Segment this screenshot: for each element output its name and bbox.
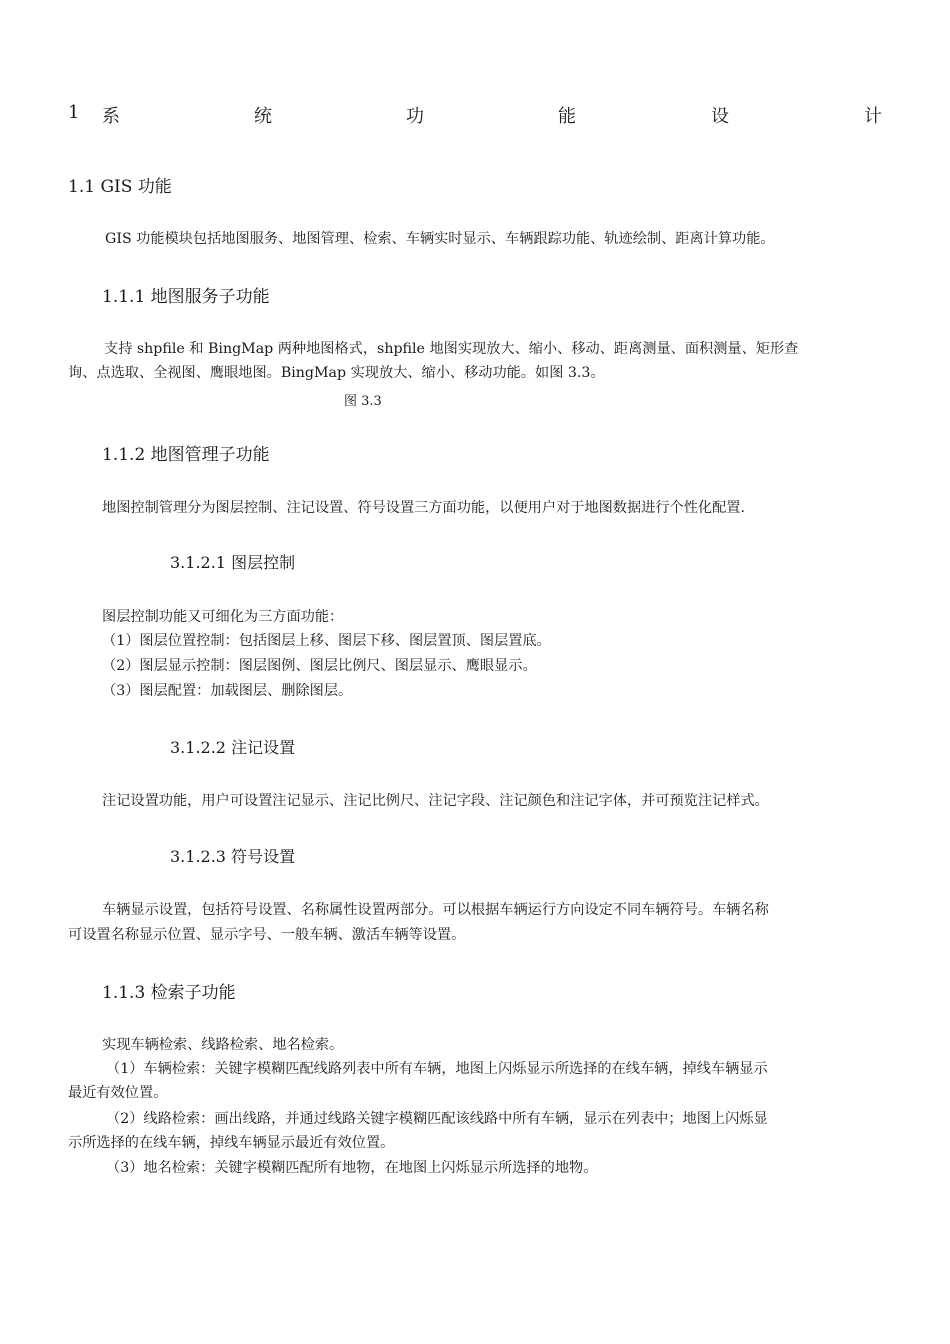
list-item: （1）图层位置控制：包括图层上移、图层下移、图层置顶、图层置底。 [102, 633, 551, 649]
paragraph-line: 支持 shpfile 和 BingMap 两种地图格式，shpfile 地图实现放大、缩小、移动、距离测量、面积测量、矩形查 [104, 341, 799, 357]
title-char: 系 [102, 106, 120, 127]
paragraph: 地图控制管理分为图层控制、注记设置、符号设置三方面功能，以便用户对于地图数据进行个性化配置. [102, 500, 745, 516]
list-item: （3）地名检索：关键字模糊匹配所有地物，在地图上闪烁显示所选择的地物。 [106, 1160, 598, 1176]
section-1-1-intro: GIS 功能模块包括地图服务、地图管理、检索、车辆实时显示、车辆跟踪功能、轨迹绘制、距离计算功能。 [105, 231, 775, 247]
title-char: 统 [254, 106, 272, 127]
title-char: 能 [558, 106, 576, 127]
title-char: 计 [864, 106, 882, 127]
list-item: （2）线路检索：画出线路，并通过线路关键字模糊匹配该线路中所有车辆，显示在列表中；地图上闪烁显 [106, 1111, 768, 1127]
paragraph-line: 可设置名称显示位置、显示字号、一般车辆、激活车辆等设置。 [68, 927, 466, 943]
figure-caption: 图 3.3 [344, 394, 382, 409]
list-item: （1）车辆检索：关键字模糊匹配线路列表中所有车辆，地图上闪烁显示所选择的在线车辆，掉线车辆显示 [106, 1061, 768, 1077]
list-item-continuation: 示所选择的在线车辆，掉线车辆显示最近有效位置。 [68, 1135, 395, 1151]
section-heading-1-1-3: 1.1.3 检索子功能 [102, 983, 236, 1003]
list-item-continuation: 最近有效位置。 [68, 1085, 168, 1101]
list-item: （3）图层配置：加载图层、删除图层。 [102, 683, 353, 699]
paragraph-line: 询、点选取、全视图、鹰眼地图。BingMap 实现放大、缩小、移动功能。如图 3.3。 [68, 365, 605, 381]
title-char: 功 [406, 106, 424, 127]
paragraph-line: 车辆显示设置，包括符号设置、名称属性设置两部分。可以根据车辆运行方向设定不同车辆符号。车辆名称 [102, 902, 769, 918]
title-number: 1 [68, 102, 80, 123]
section-heading-1-1: 1.1 GIS 功能 [68, 177, 172, 197]
section-heading-3-1-2-1: 3.1.2.1 图层控制 [170, 553, 296, 572]
section-heading-3-1-2-2: 3.1.2.2 注记设置 [170, 738, 296, 757]
title-char: 设 [711, 106, 729, 127]
paragraph: 实现车辆检索、线路检索、地名检索。 [102, 1037, 344, 1053]
section-heading-1-1-1: 1.1.1 地图服务子功能 [102, 287, 270, 307]
paragraph: 注记设置功能，用户可设置注记显示、注记比例尺、注记字段、注记颜色和注记字体，并可预览注记样式。 [102, 793, 769, 809]
list-item: （2）图层显示控制：图层图例、图层比例尺、图层显示、鹰眼显示。 [102, 658, 537, 674]
section-heading-3-1-2-3: 3.1.2.3 符号设置 [170, 847, 296, 866]
document-title [68, 102, 882, 128]
list-intro: 图层控制功能又可细化为三方面功能： [102, 609, 344, 625]
section-heading-1-1-2: 1.1.2 地图管理子功能 [102, 445, 270, 465]
